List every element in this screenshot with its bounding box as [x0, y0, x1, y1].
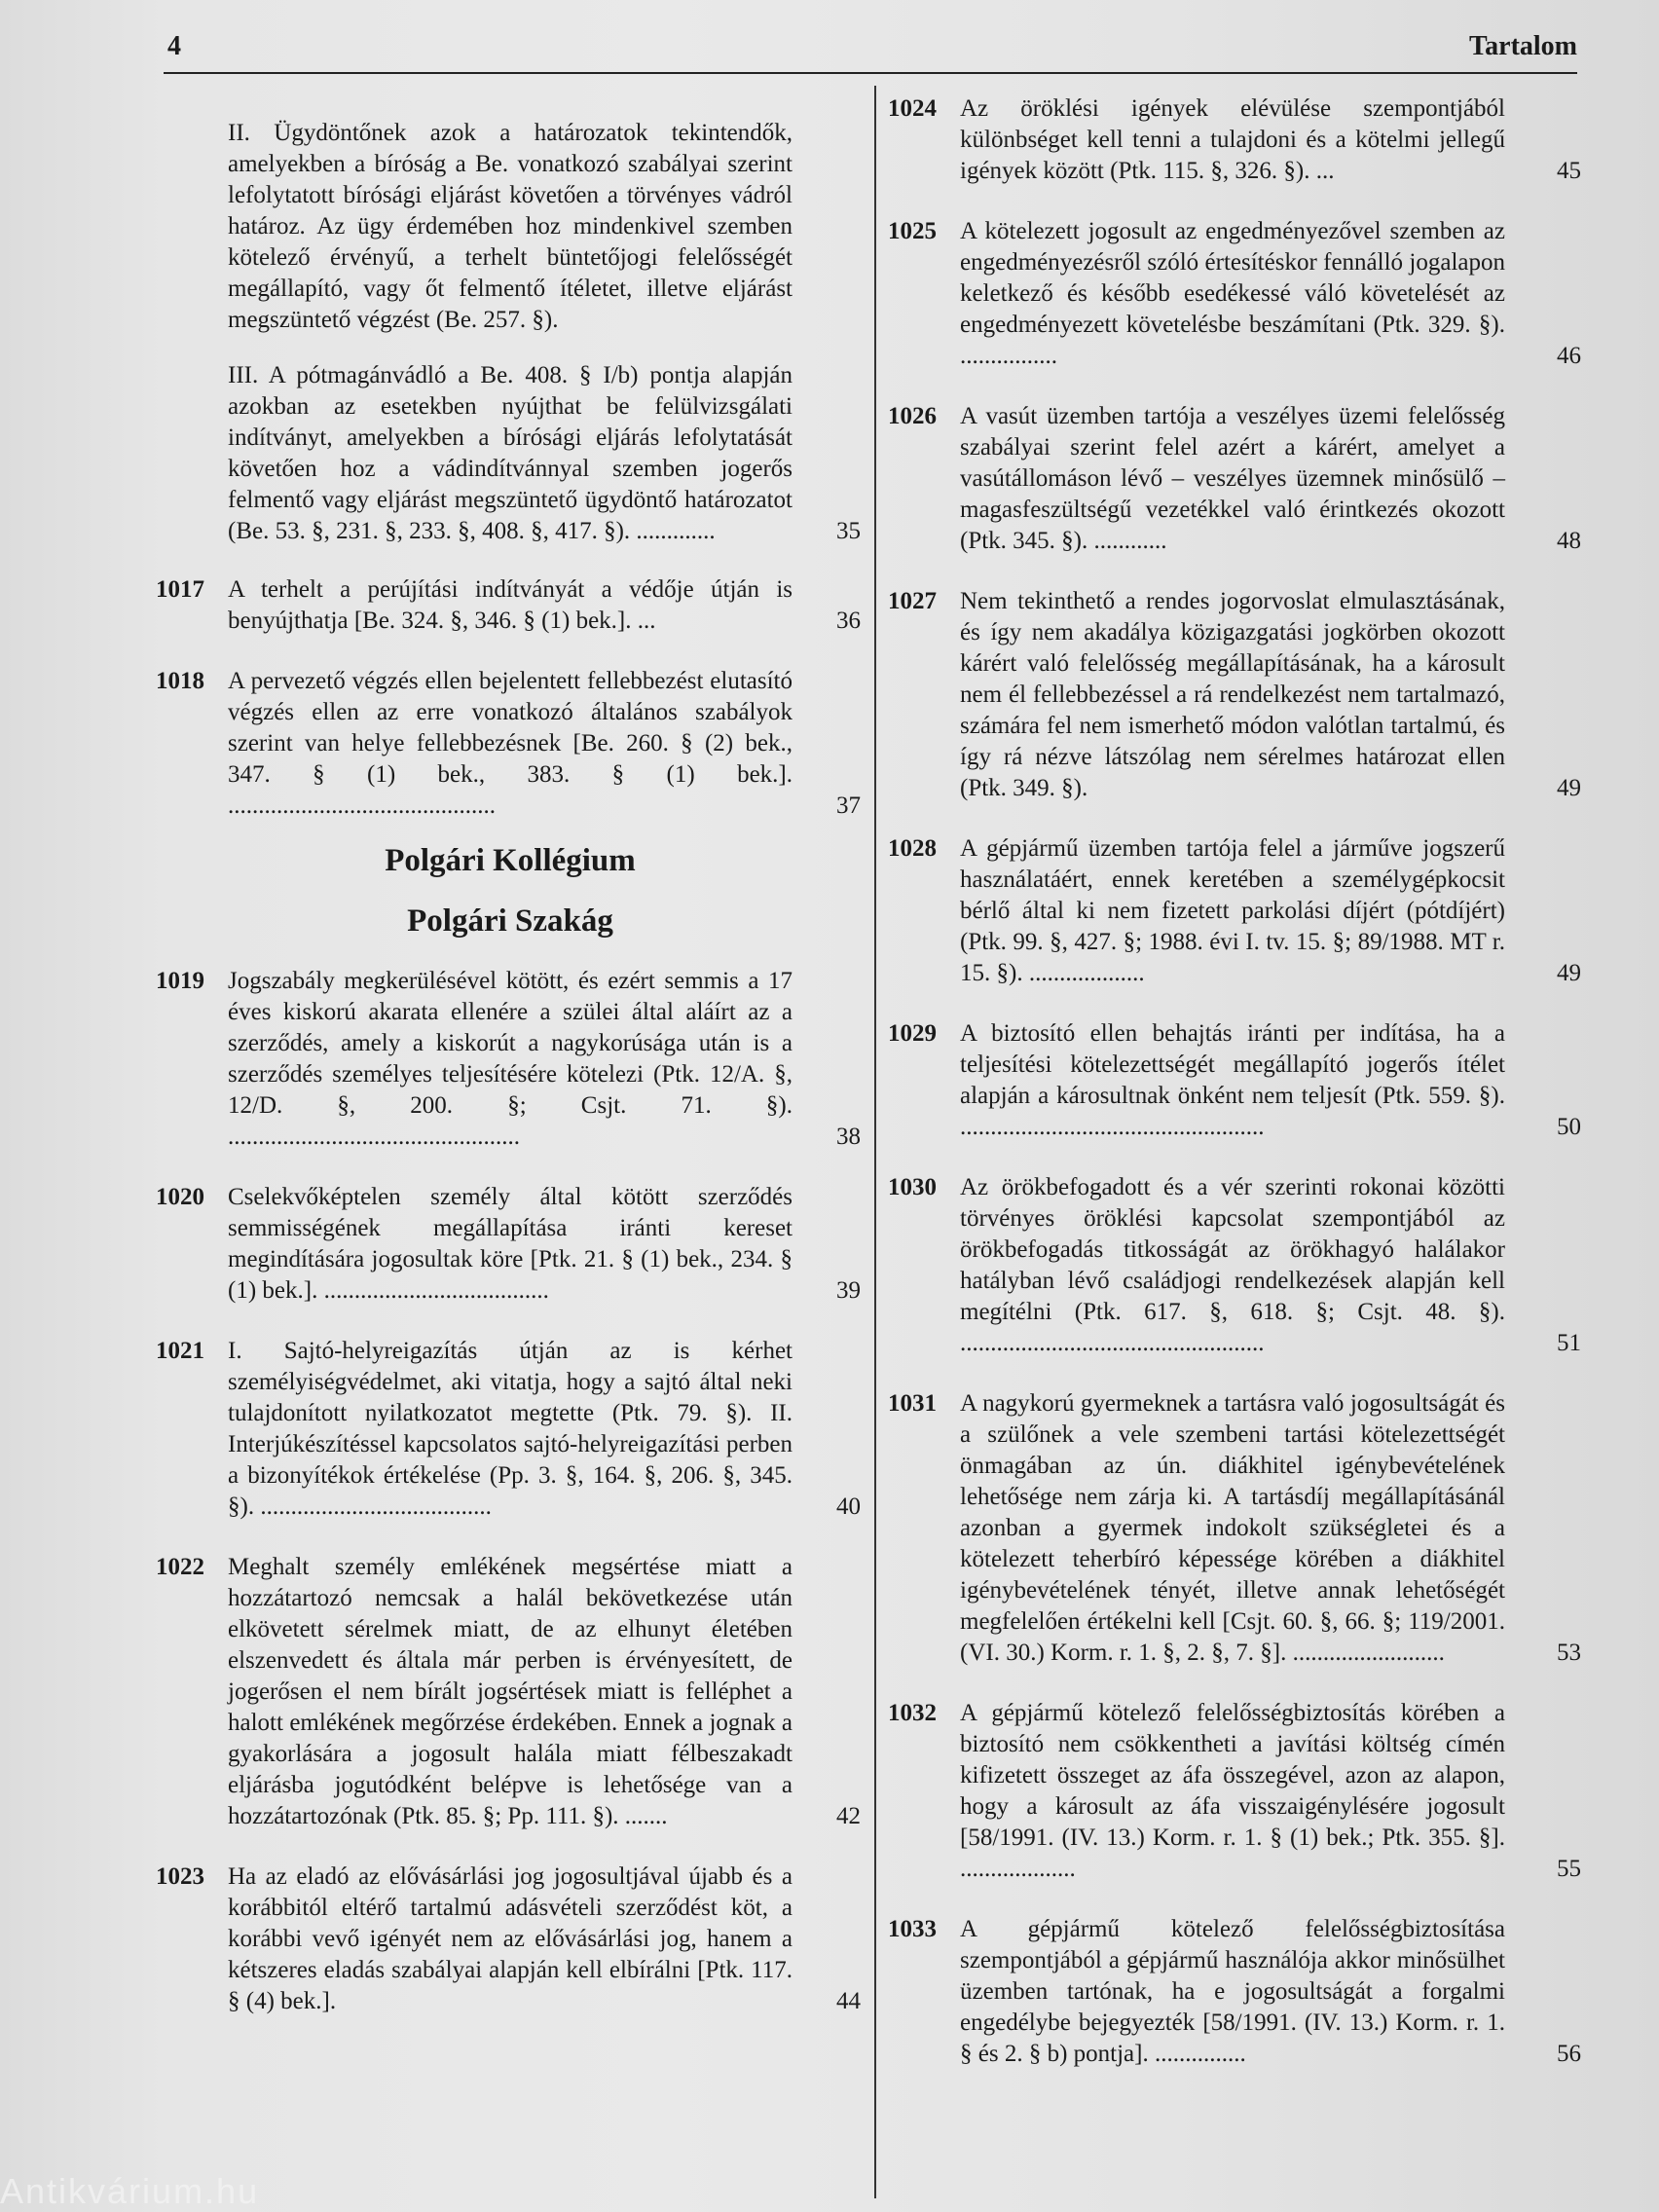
- toc-entry: [888, 1388, 1581, 1669]
- entry-page-number: 51: [1557, 1330, 1581, 1356]
- entry-paragraph: III. A pótmagánvádló a Be. 408. § I/b) pontja alapján azokban az esetekben nyújthat be felülvizsgálati indítványt, amelyekben a bírósági eljárás lefolytatását követően hoz a vádindítvánnyal szemben jogerős felmentő vagy eljárást megszüntető ügydöntő határozatot (Be. 53. §, 231. §, 233. §, 408. §, 417. §). .............: [228, 362, 793, 544]
- section-title: Polgári Szakág: [407, 903, 613, 939]
- entry-page-number: 44: [836, 1988, 861, 2014]
- entry-text: A gépjármű kötelező felelősségbiztosítása szempontjából a gépjármű használója akkor minősülhet üzemben tartónak, ha e jogosultságát a forgalmi engedélybe bejegyezték [58/1991. (IV. 13.) Korm. r. 1. § és 2. § b) pontja]. ...............: [960, 1916, 1505, 2067]
- entry-page-number: 39: [836, 1277, 861, 1304]
- page-number: 4: [167, 31, 181, 61]
- right-column: [888, 93, 1581, 2099]
- entry-number: 1021: [156, 1338, 204, 1364]
- toc-entry: [156, 1182, 861, 1307]
- entry-text: A kötelezett jogosult az engedményezővel szemben az engedményezésről szóló értesítéskor fennálló jogalapon keletkező és később esedékessé váló követelését az engedményezett követelésbe beszámítani (Ptk. 329. §). ................: [960, 218, 1505, 369]
- toc-entry: [888, 216, 1581, 372]
- entry-text: A vasút üzemben tartója a veszélyes üzemi felelősség szabályai szerint felel azért a kárért, amelyet a vasútállomáson lévő – veszélyes üzemnek minősülő – magasfeszültségű vezetékkel való érintkezés okozott (Ptk. 345. §). ............: [960, 403, 1505, 554]
- toc-entry: [156, 1552, 861, 1832]
- entry-number: 1019: [156, 968, 204, 994]
- entry-text: A gépjármű üzemben tartója felel a járműve jogszerű használatáért, ennek keretében a személygépkocsit bérlő által ki nem fizetett parkolási díjért (pótdíjért) (Ptk. 99. §, 427. §; 1988. évi I. tv. 15. §; 89/1988. MT r. 15. §). ...................: [960, 835, 1505, 986]
- entry-text: Meghalt személy emlékének megsértése miatt a hozzátartozó nemcsak a halál bekövetkezése után elkövetett sérelmek miatt, de az elhunyt életében elszenvedett és általa már perben is érvényesített, de jogerősen el nem bírált jogsértések miatt is felléphet a halott emlékének megőrzése érdekében. Ennek a jognak a gyakorlására a jogosult halála miatt félbeszakadt eljárásba jogutódként belépve is lehetősége van a hozzátartozónak (Ptk. 85. §; Pp. 111. §). .......: [228, 1554, 793, 1829]
- entry-page-number: 38: [836, 1124, 861, 1150]
- toc-entry: [156, 966, 861, 1153]
- entry-number: 1033: [888, 1916, 937, 1942]
- entry-text: I. Sajtó-helyreigazítás útján az is kérhet személyiségvédelmet, aki vitatja, hogy a sajtó által neki tulajdonított nyilatkozatot megtette (Ptk. 79. §). II. Interjúkészítéssel kapcsolatos sajtó-helyreigazítási perben a bizonyítékok értékelése (Pp. 3. §, 164. §, 206. §, 345. §). ......................................: [228, 1338, 793, 1520]
- entry-text: Ha az eladó az elővásárlási jog jogosultjával újabb és a korábbitól eltérő tartalmú adásvételi szerződést köt, a korábbi vevő igényét nem az elővásárlási jog, hanem a kétszeres eladás szabályai alapján kell elbírálni [Ptk. 117. § (4) bek.].: [228, 1863, 793, 2014]
- entry-page-number: 42: [836, 1803, 861, 1829]
- entry-number: 1023: [156, 1863, 204, 1890]
- entry-text: Az örökbefogadott és a vér szerinti rokonai közötti törvényes öröklési kapcsolat szempontjából az örökbefogadás titkosságát az örökhagyó halálakor hatályban lévő családjogi rendelkezések alapján kell megítélni (Ptk. 617. §, 618. §; Csjt. 48. §). ..................................................: [960, 1174, 1505, 1356]
- entry-number: 1017: [156, 576, 204, 603]
- running-title: Tartalom: [1469, 31, 1577, 61]
- toc-entry: [888, 93, 1581, 187]
- entry-page-number: 40: [836, 1493, 861, 1520]
- entry-number: 1020: [156, 1184, 204, 1210]
- entry-page-number: 46: [1557, 343, 1581, 369]
- toc-entry: [888, 401, 1581, 557]
- watermark: Antikvárium.hu: [0, 2171, 260, 2211]
- continued-entry: [156, 118, 861, 547]
- entry-number: 1031: [888, 1390, 937, 1417]
- entry-number: 1018: [156, 668, 204, 694]
- toc-entry: [888, 1698, 1581, 1885]
- entry-text: Nem tekinthető a rendes jogorvoslat elmulasztásának, és így nem akadálya közigazgatási jogkörben okozott kárért való felelősség megállapításának, ha a károsult nem él fellebbezéssel a rá rendelkezést nem tartalmazó, számára fel nem ismerhető módon valótlan tartalmú, és így rá nézve látszólag nem sérelmes határozat ellen (Ptk. 349. §).: [960, 588, 1505, 801]
- entry-paragraph: II. Ügydöntőnek azok a határozatok tekintendők, amelyekben a bíróság a Be. vonatkozó szabályai szerint lefolytatott bírósági eljárást követően a törvényes vádról határoz. Az ügy érdemében hoz mindenkivel szemben kötelező érvényű, a terhelt büntetőjogi felelősségét megállapító, vagy őt felmentő ítéletet, illetve eljárást megszüntető végzést (Be. 257. §).: [228, 120, 793, 333]
- toc-entry: [888, 1018, 1581, 1143]
- entry-number: 1030: [888, 1174, 937, 1200]
- entry-text: A nagykorú gyermeknek a tartásra való jogosultságát és a szülőnek a vele szembeni tartási kötelezettségét önmagában az ún. diákhitel igénybevételének lehetősége nem zárja ki. A tartásdíj megállapításánál azonban a gyermek indokolt szükségletei és a kötelezett teherbíró képessége körében a diákhitel igénybevételének tényét, illetve annak lehetőségét megfelelően értékelni kell [Csjt. 60. §, 66. §; 119/2001. (VI. 30.) Korm. r. 1. §, 2. §, 7. §]. .........................: [960, 1390, 1505, 1666]
- entry-text: A gépjármű kötelező felelősségbiztosítás körében a biztosító nem csökkentheti a javítási költség címén kifizetett összeget az áfa összegével, azon az alapon, hogy a károsult az áfa visszaigénylésére jogosult [58/1991. (IV. 13.) Korm. r. 1. § (1) bek.; Ptk. 355. §]. ...................: [960, 1700, 1505, 1882]
- page-header: [164, 27, 1577, 74]
- entry-text: Jogszabály megkerülésével kötött, és ezért semmis a 17 éves kiskorú akarata ellenére a szülei által aláírt az a szerződés, amely a kiskorút a nagykorúsága után is a szerződés személyes teljesítésére kötelezi (Ptk. 12/A. §, 12/D. §, 200. §; Csjt. 71. §). ................................................: [228, 968, 793, 1150]
- toc-entry: [888, 586, 1581, 804]
- entry-number: 1025: [888, 218, 937, 244]
- entry-number: 1024: [888, 95, 937, 122]
- toc-entry: [156, 574, 861, 637]
- entry-text: A terhelt a perújítási indítványát a védője útján is benyújthatja [Be. 324. §, 346. § (1) bek.]. ...: [228, 576, 793, 634]
- entry-number: 1027: [888, 588, 937, 614]
- entry-number: 1032: [888, 1700, 937, 1726]
- toc-entry: [888, 1172, 1581, 1359]
- entry-page-number: 49: [1557, 960, 1581, 986]
- entry-page-number: 55: [1557, 1856, 1581, 1882]
- entry-number: 1028: [888, 835, 937, 862]
- entry-page-number: 56: [1557, 2041, 1581, 2067]
- entry-page-number: 49: [1557, 775, 1581, 801]
- entry-page-number: 36: [836, 608, 861, 634]
- entry-page-number: 53: [1557, 1640, 1581, 1666]
- entry-text: A biztosító ellen behajtás iránti per indítása, ha a teljesítési kötelezettségét megállapító jogerős ítélet alapján a károsultnak önként nem teljesít (Ptk. 559. §). ..................................................: [960, 1020, 1505, 1140]
- entry-page-number: 45: [1557, 158, 1581, 184]
- entry-page-number: 50: [1557, 1114, 1581, 1140]
- entry-page-number: 35: [836, 518, 861, 544]
- entry-number: 1029: [888, 1020, 937, 1047]
- entry-page-number: 37: [836, 793, 861, 819]
- toc-entry: [156, 1336, 861, 1523]
- entry-number: 1026: [888, 403, 937, 429]
- entry-text: Cselekvőképtelen személy által kötött szerződés semmisségének megállapítása iránti kereset megindítására jogosultak köre [Ptk. 21. § (1) bek., 234. § (1) bek.]. .....................................: [228, 1184, 793, 1304]
- toc-entry: [156, 1862, 861, 2017]
- left-column: [156, 93, 861, 2046]
- entry-page-number: 48: [1557, 528, 1581, 554]
- entry-number: 1022: [156, 1554, 204, 1580]
- entry-text: A pervezető végzés ellen bejelentett fellebbezést elutasító végzés ellen az erre vonatkozó általános szabályok szerint van helye fellebbezésnek [Be. 260. § (2) bek., 347. § (1) bek., 383. § (1) bek.]. ............................................: [228, 668, 793, 819]
- toc-entry: [888, 1914, 1581, 2070]
- toc-entry: [156, 666, 861, 822]
- section-title: Polgári Kollégium: [385, 843, 636, 878]
- toc-entry: [888, 833, 1581, 989]
- column-divider: [874, 86, 876, 2198]
- entry-text: Az öröklési igények elévülése szempontjából különbséget kell tenni a tulajdoni és a kötelmi jellegű igények között (Ptk. 115. §, 326. §). ...: [960, 95, 1505, 184]
